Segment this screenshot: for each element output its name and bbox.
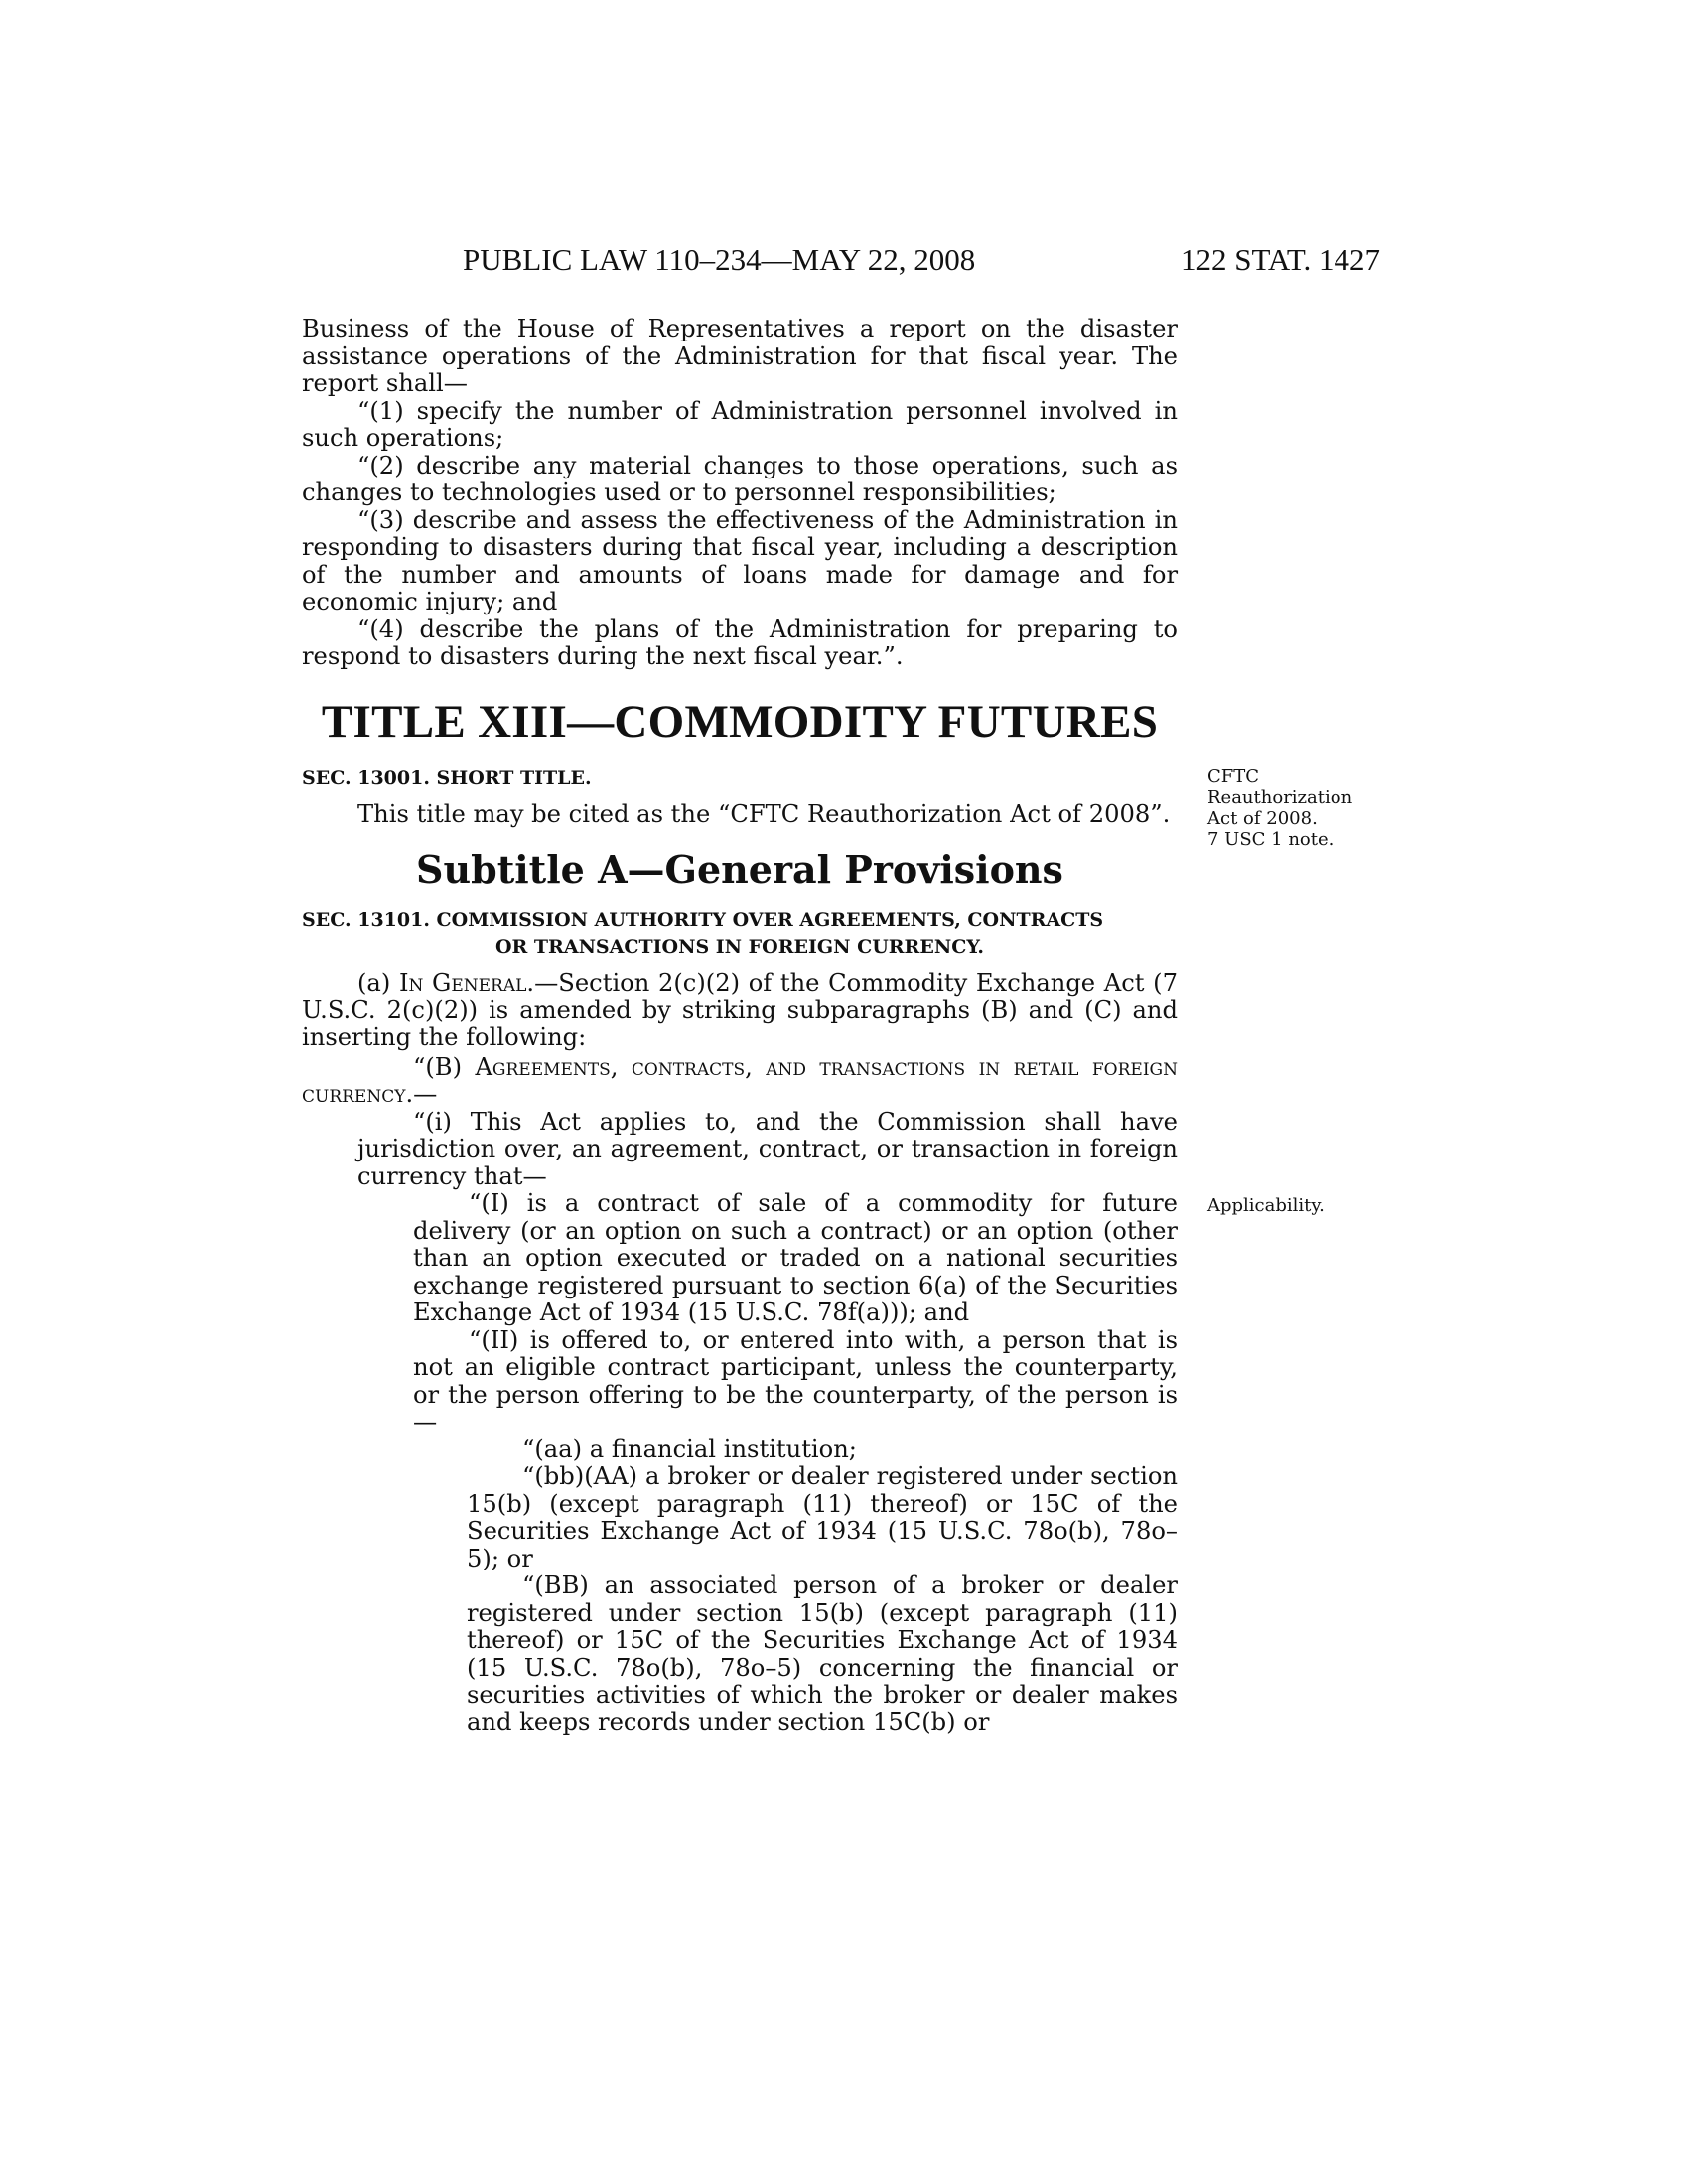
paragraph-item-3: “(3) describe and assess the effectiveness of the Administration in responding to disasters during that fiscal year, including a description of the number and amounts of loans made for damage and for economic injury; and	[302, 505, 1178, 615]
clause-i: “(i) This Act applies to, and the Commission shall have jurisdiction over, an agreement, contract, or transaction in foreign currency that—	[357, 1107, 1178, 1190]
subparagraph-B-heading	[302, 1054, 1178, 1109]
header-stat-page: 122 STAT. 1427	[1180, 242, 1380, 277]
subsection-a-text: .—Section 2(c)(2) of the Commodity Exchange Act (7 U.S.C. 2(c)(2)) is amended by striking subparagraphs (B) and (C) and inserting the following:	[302, 968, 1178, 1051]
section-13001-text: This title may be cited as the “CFTC Reauthorization Act of 2008”.	[357, 799, 1171, 828]
item-BB: “(BB) an associated person of a broker or dealer registered under section 15(b) (except paragraph (11) thereof) or 15C of the Securities Exchange Act of 1934 (15 U.S.C. 78o(b), 78o–5) concerning the financial or securities activities of which the broker or dealer makes and keeps records under section 15C(b) or	[467, 1571, 1178, 1736]
margin-note-line: 7 USC 1 note.	[1207, 829, 1335, 850]
margin-note-cftc	[1207, 766, 1376, 850]
margin-note-line: Act of 2008.	[1207, 808, 1318, 829]
item-aa: “(aa) a financial institution;	[522, 1434, 857, 1463]
subparagraph-B-title: Agreements, contracts, and transactions in retail foreign currency	[302, 1052, 1178, 1108]
subparagraph-B-block	[302, 1054, 1178, 1109]
paragraph-item-2: “(2) describe any material changes to those operations, such as changes to technologies used or to personnel responsibilities;	[302, 451, 1178, 506]
header-law-date: PUBLIC LAW 110–234—MAY 22, 2008	[463, 242, 976, 277]
page-body	[302, 316, 1178, 1736]
title-heading: TITLE XIII—COMMODITY FUTURES	[321, 695, 1159, 748]
margin-note-line: CFTC	[1207, 766, 1260, 787]
paragraph-intro: Business of the House of Representatives a report on the disaster assistance operations of the Administration for that fiscal year. The report shall—	[302, 315, 1178, 397]
margin-note-applicability	[1207, 1195, 1376, 1216]
paragraph-item-4: “(4) describe the plans of the Administration for preparing to respond to disasters during the next fiscal year.”.	[302, 614, 1178, 670]
item-bb-AA: “(bb)(AA) a broker or dealer registered under section 15(b) (except paragraph (11) thereof) or 15C of the Securities Exchange Act of 1934 (15 U.S.C. 78o(b), 78o–5); or	[467, 1462, 1178, 1572]
section-13101-heading-line1: SEC. 13101. COMMISSION AUTHORITY OVER AGREEMENTS, CONTRACTS	[302, 908, 1104, 931]
subparagraph-B-suffix: .—	[405, 1080, 438, 1108]
section-13101-heading-line2: OR TRANSACTIONS IN FOREIGN CURRENCY.	[494, 936, 985, 958]
subtitle-heading: Subtitle A—General Provisions	[416, 847, 1063, 891]
subsection-a-heading: In General	[398, 968, 527, 997]
running-head	[298, 242, 1380, 286]
margin-note-line: Reauthorization	[1207, 787, 1353, 808]
subsection-a-prefix: (a)	[357, 968, 399, 997]
section-13001-heading: SEC. 13001. SHORT TITLE.	[302, 767, 592, 789]
paragraph-item-1: “(1) specify the number of Administration personnel involved in such operations;	[302, 396, 1178, 452]
subsection-a	[302, 970, 1178, 1052]
subclause-II: “(II) is offered to, or entered into with, a person that is not an eligible contract participant, unless the counterparty, or the person offering to be the counterparty, of the person is—	[413, 1325, 1178, 1435]
subparagraph-B-prefix: “(B)	[413, 1052, 476, 1081]
subclause-I: “(I) is a contract of sale of a commodity for future delivery (or an option on such a contract) or an option (other than an option executed or traded on a national securities exchange registered pursuant to section 6(a) of the Securities Exchange Act of 1934 (15 U.S.C. 78f(a))); and	[413, 1189, 1178, 1326]
margin-note-line: Applicability.	[1207, 1195, 1325, 1216]
